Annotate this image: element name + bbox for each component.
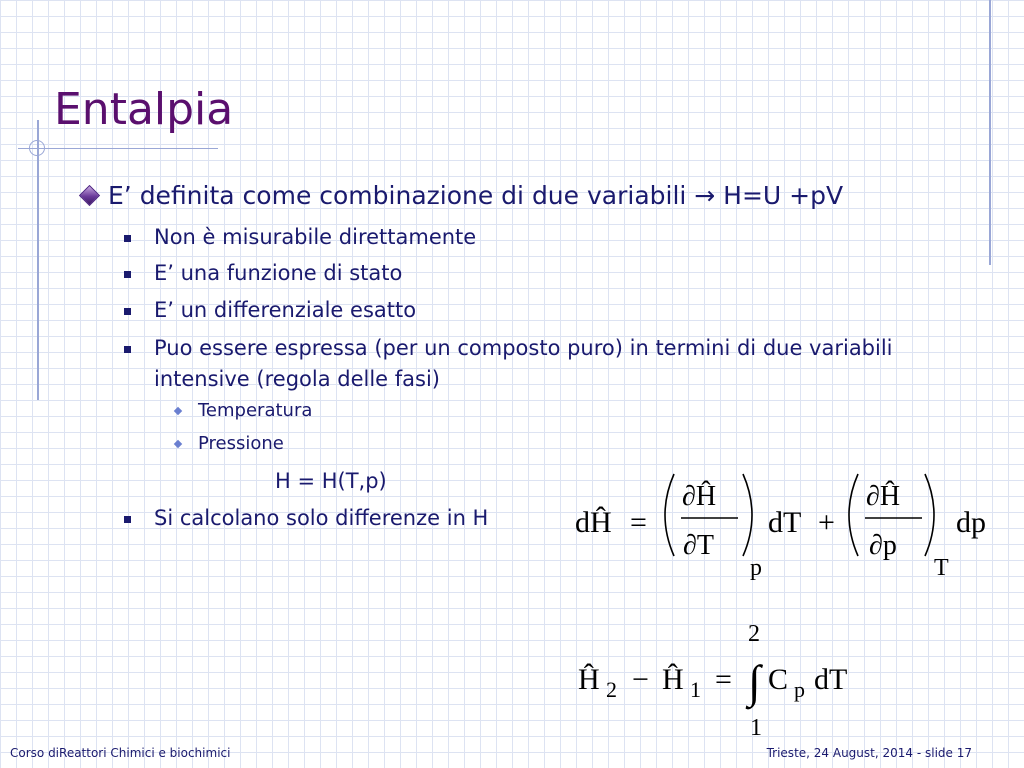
small-diamond-bullet-icon [174,407,182,415]
eq1-dp: dp [956,506,986,539]
footer-date-slide: Trieste, 24 August, 2014 - slide 17 [766,746,972,760]
decor-vertical-line-left [37,120,39,400]
decor-title-underline [18,148,218,149]
eq2-subscript-p: p [794,677,805,702]
eq2-dT: dT [814,663,848,696]
eq1-denominator-2: ∂p [869,530,897,561]
eq1-plus: + [818,506,835,539]
diamond-bullet-icon [79,185,100,206]
eq1-subscript-p: p [750,555,762,581]
sub-bullet-text: Puo essere espressa (per un composto puro) in termini di due variabili intensive (regola delle fasi) [154,336,893,391]
eq1-left-paren-2 [849,474,858,556]
eq2-subscript-1: 1 [690,677,701,702]
small-diamond-bullet-icon [174,440,182,448]
eq2-H1: Ĥ [662,663,684,696]
eq1-subscript-T: T [934,555,949,581]
eq2-integral-sign: ∫ [748,656,761,707]
square-bullet-icon [124,235,131,242]
eq1-dT: dT [768,506,802,539]
eq2-minus: − [632,663,649,696]
square-bullet-icon [124,516,131,523]
eq1-right-paren-1 [743,474,752,556]
sub-bullet-text: Si calcolano solo differenze in H [154,506,489,530]
slide-title: Entalpia [54,84,234,135]
sub-bullet-text: Non è misurabile direttamente [154,225,477,249]
eq1-right-paren-2 [925,474,934,556]
eq1-equals: = [630,506,647,539]
eq2-lower-limit: 1 [750,715,762,741]
eq2-H2: Ĥ [578,663,600,696]
sub-bullet-text: E’ una funzione di stato [154,261,403,285]
enthalpy-differential-equation [570,460,1000,585]
eq1-left-paren-1 [665,474,674,556]
decor-vertical-line-right [989,0,991,265]
square-bullet-icon [124,308,131,315]
eq1-numerator-2: ∂Ĥ [866,481,901,512]
sub-sub-bullet-text: Temperatura [198,400,313,421]
enthalpy-integral-equation [570,615,870,745]
square-bullet-icon [124,346,131,353]
main-bullet-text: E’ definita come combinazione di due variabili → H=U +pV [108,181,844,210]
eq1-lhs: dĤ [575,506,612,539]
eq1-denominator-1: ∂T [683,530,714,561]
eq2-C: C [768,663,789,696]
eq1-numerator-1: ∂Ĥ [682,481,717,512]
eq2-equals: = [715,663,732,696]
eq2-subscript-2: 2 [606,677,617,702]
sub-sub-bullet-text: Pressione [198,433,284,454]
sub-bullet-text: E’ un differenziale esatto [154,298,417,322]
eq2-upper-limit: 2 [748,621,760,647]
square-bullet-icon [124,271,131,278]
h-function-formula: H = H(T,p) [275,469,387,493]
decor-circle-icon [29,140,45,156]
footer-course: Corso diReattori Chimici e biochimici [10,746,231,760]
